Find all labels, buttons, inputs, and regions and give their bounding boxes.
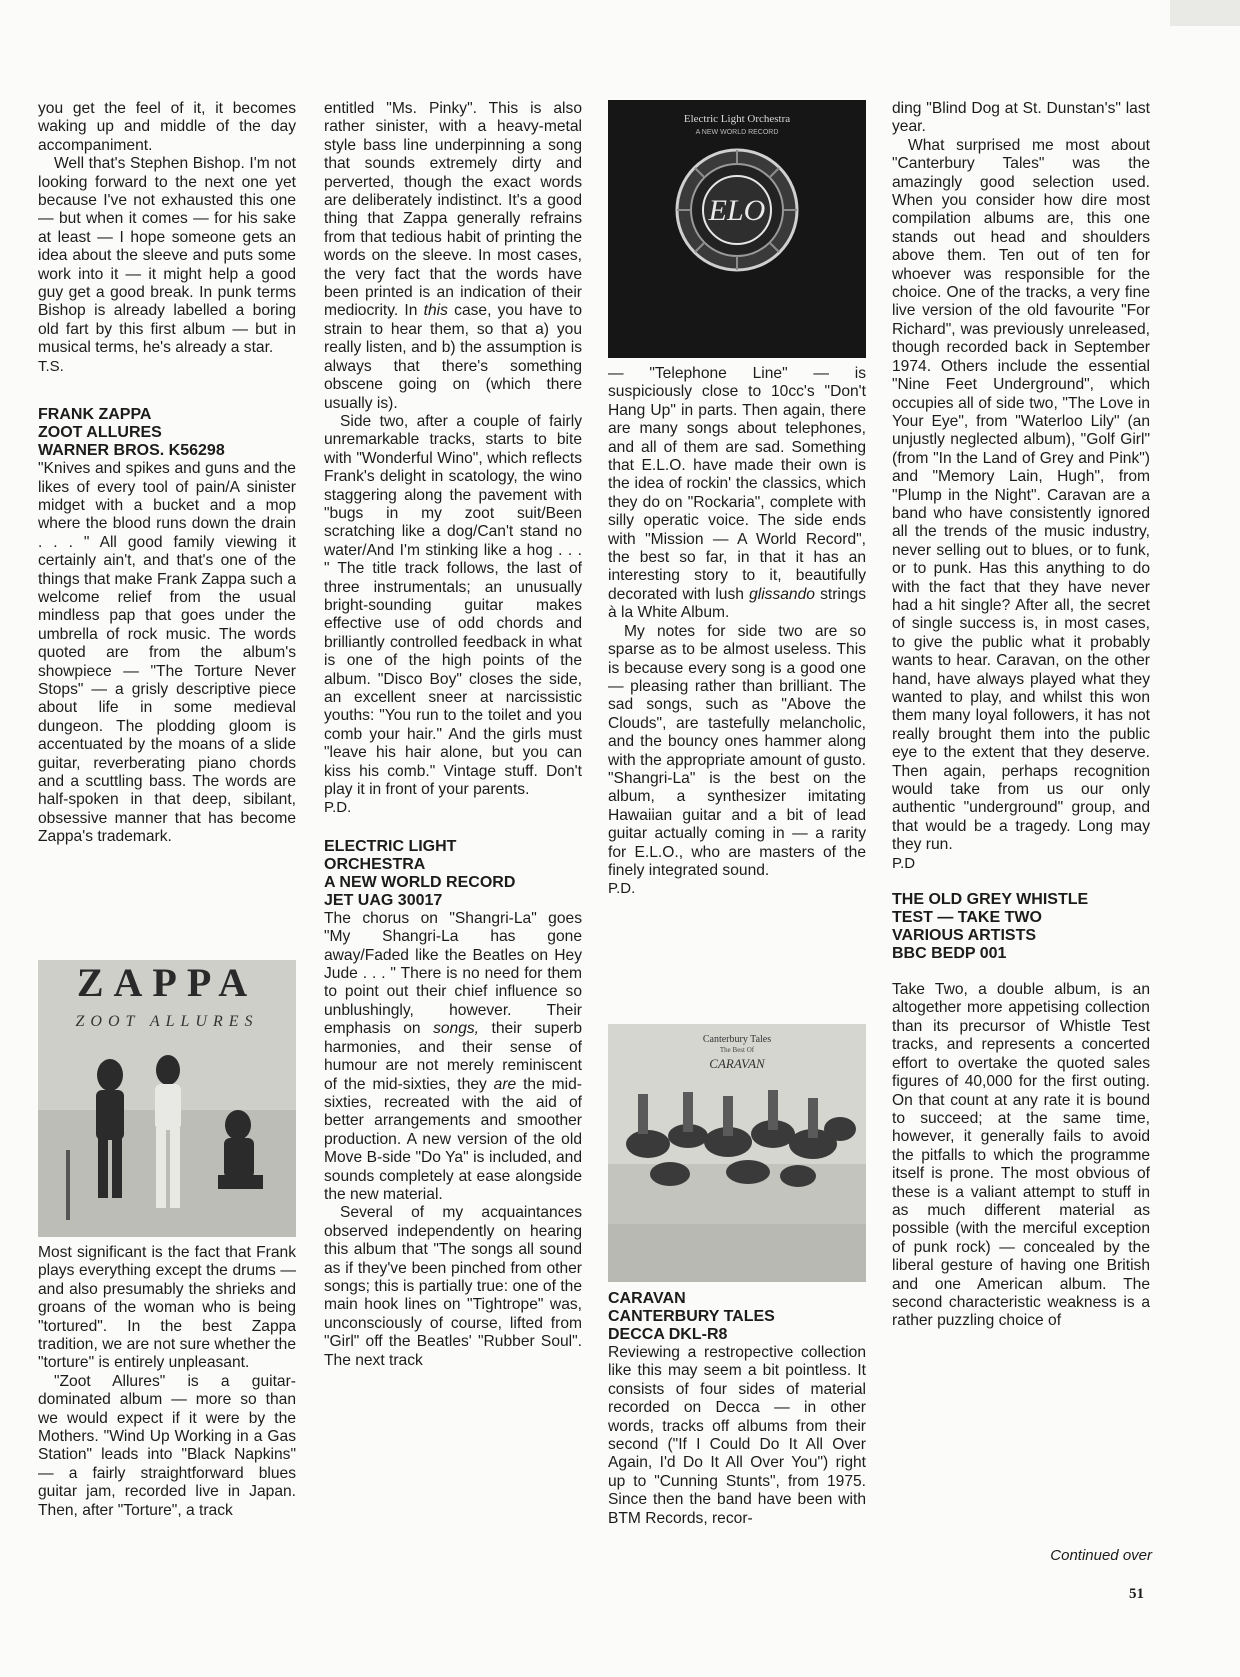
paragraph: Reviewing a restropective collection like this may seem a bit pointless. It consists of four sides of material recorded on Decca — in other words, tracks off albums from their second ("If I Could Do It All Over Again, I'd Do It All Over You") right up to "Cunning Stunts", from 1975. Since then the band have been with BTM Records, recor- (608, 1344, 866, 1527)
album-title: ZOOT ALLURES (38, 424, 162, 442)
album-title: CANTERBURY TALES (608, 1308, 775, 1325)
elo-logo: ELO (708, 194, 766, 227)
column-3 (608, 365, 866, 899)
review-heading-whistle-test (892, 891, 1150, 963)
review-heading-zappa (38, 406, 296, 460)
zappa-cover-title: ZAPPA (76, 960, 258, 1005)
paragraph: Most significant is the fact that Frank plays everything except the drums — and also presumably the shrieks and groans of the woman who is being "tortured". In the best Zappa tradition, we are not sure whether the "torture" is entirely unpleasant. (38, 1244, 296, 1372)
paragraph: Side two, after a couple of fairly unremarkable tracks, starts to bite with "Wonderful Wino", which reflects Frank's delight in scatology, the wino staggering along the pavement with "bugs in my zoot suit/Been scratching like a dog/Can't stand no water/And I'm stinking like a hog . . . " The title track follows, the last of three instrumentals; an unusually bright-sounding guitar makes effective use of odd chords and brilliantly controlled feedback in what is one of the high points of the album. "Disco Boy" closes the side, an excellent sneer at narcissistic youths: "You run to the toilet and you comb your hair." And the girls must "leave his hair alone, but you can kiss his comb." Vintage stuff. Don't play it in front of your parents. (324, 412, 582, 799)
zappa-album-cover (38, 960, 296, 1237)
continued-note: Continued over (1050, 1547, 1152, 1564)
caravan-cover-line1: Canterbury Tales (702, 1034, 772, 1045)
label-catalog: DECCA DKL-R8 (608, 1326, 728, 1343)
elo-cover-subtitle: A NEW WORLD RECORD (695, 129, 779, 136)
artist-name: VARIOUS ARTISTS (892, 927, 1037, 945)
label-catalog: BBC BEDP 001 (892, 945, 1007, 963)
paragraph: entitled "Ms. Pinky". This is also rather sinister, with a heavy-metal style bass line underpinning a song that sounds extremely dirty and perverted, though the exact words are deliberately indistinct. It's a good thing that Zappa generally refrains from that tedious habit of printing the words on the sleeve. In most cases, the very fact that the words have been printed is an indication of their mediocrity. In this case, you have to strain to hear them, so that a) you really listen, and b) the assumption is always that there's something obscene going on (which there usually is). (324, 100, 582, 412)
page-corner-tab (1170, 0, 1240, 26)
review-heading-elo (324, 838, 582, 910)
paragraph: What surprised me most about "Canterbury Tales" was the amazingly good selection used. When you consider how dire most compilation albums are, this one stands out head and shoulders above them. Ten out of ten for whoever was responsible for the choice. One of the tracks, a very fine live version of the old favourite "For Richard", was previously unreleased, though recorded back in September 1974. Others include the essential "Nine Feet Underground", which occupies all of side two, "The Love in Your Eye", from "Waterloo Lily" (an unjustly neglected album), "Golf Girl" (from "In the Land of Grey and Pink") and "Memory Lain, Hugh", from "Plump in the Night". Caravan are a band who have consistently ignored all the trends of the music industry, never selling out to blues, or to funk, or to punk. Has this anything to do with the fact that they have never had a hit single? After all, the secret of single success is, in most cases, to give the public what it probably wants to hear. Caravan, on the other hand, have always played what they wanted to play, and whilst this won them many loyal followers, it has not really brought them into the public eye to the extent that they deserve. Then again, perhaps recognition would take from us our only authentic "underground" group, and that would be a tragedy. Long may they run. (892, 136, 1150, 854)
reviewer-initials: P.D. (608, 880, 636, 898)
album-title-cont: TEST — TAKE TWO (892, 909, 1042, 927)
column-3-lower (608, 1290, 866, 1528)
artist-name: CARAVAN (608, 1290, 686, 1307)
paragraph: "Knives and spikes and guns and the likes of every tool of pain/A sinister midget with a bucket and a mop where the blood runs down the drain . . . " All good family viewing it certainly ain't, and that's one of the things that make Frank Zappa such a welcome relief from the usual mindless pap that goes under the umbrella of rock music. The words quoted are from the album's showpiece — "The Torture Never Stops" — a grisly descriptive piece about life in some medieval dungeon. The plodding gloom is accentuated by the moans of a slide guitar, reverberating piano chords and a scuttling bass. The words are half-spoken in that deep, sibilant, obsessive manner that has become Zappa's trademark. (38, 460, 296, 846)
paragraph: you get the feel of it, it becomes waking up and middle of the day accompaniment. (38, 100, 296, 154)
review-heading-caravan (608, 1290, 866, 1344)
artist-name: ELECTRIC LIGHT (324, 837, 457, 855)
label-catalog: JET UAG 30017 (324, 891, 443, 909)
artist-name-cont: ORCHESTRA (324, 855, 426, 873)
page-number: 51 (1129, 1586, 1144, 1602)
album-title: A NEW WORLD RECORD (324, 873, 516, 891)
album-title: THE OLD GREY WHISTLE (892, 891, 1089, 909)
paragraph: Well that's Stephen Bishop. I'm not looking forward to the next one yet because I've not exhausted this one — but when it comes — for his sake at least — I hope someone gets an idea about the sleeve and puts some work into it — it might help a good guy get a good break. In punk terms Bishop is already labelled a boring old fart by this first album — but in musical terms, he's already a star. (38, 155, 296, 357)
paragraph: "Zoot Allures" is a guitar-dominated album — more so than we would expect if it were by the Mothers. "Wind Up Working in a Gas Station" leads into "Black Napkins" — a fairly straightforward blues guitar jam, recorded live in Japan. Then, after "Torture", a track (38, 1372, 296, 1519)
paragraph: — "Telephone Line" — is suspiciously close to 10cc's "Don't Hang Up" in parts. Then again, there are many songs about telephones, and all of them are sad. Something that E.L.O. have made their own is the idea of rockin' the classics, which they do on "Rockaria", complete with silly operatic voice. The side ends with "Mission — A World Record", the best so far, in that it has an interesting story to it, beautifully decorated with lush glissando strings à la White Album. (608, 365, 866, 622)
column-2 (324, 100, 582, 1370)
elo-album-cover (608, 100, 866, 358)
elo-cover-title: Electric Light Orchestra (683, 113, 791, 125)
paragraph: Several of my acquaintances observed independently on hearing this album that "The songs all sound as if they've been pinched from other songs; this is partially true: one of the main hook lines on "Tightrope" was, unconsciously of course, lifted from "Girl" off the Beatles' "Rubber Soul". The next track (324, 1204, 582, 1369)
paragraph: Take Two, a double album, is an altogether more appetising collection than its precursor of Whistle Test tracks, and represents a concerted effort to overtake the quoted sales figures of 40,000 for the first outing. On that count at any rate it is bound to succeed; at the same time, however, it generally fails to avoid the pitfalls to which the programme itself is prone. The most obvious of these is a valiant attempt to stuff in as much different material as possible (with the merciful exception of punk rock) — concealed by the liberal gesture of having one British and one American album. The second characteristic weakness is a rather puzzling choice of (892, 981, 1150, 1330)
paragraph: My notes for side two are so sparse as to be almost useless. This is because every song is a good one — pleasing rather than brilliant. The sad songs, such as "Above the Clouds", are tastefully melancholic, and the bouncy ones hammer along with the appropriate amount of gusto. "Shangri-La" is the best on the album, a synthesizer imitating Hawaiian guitar and a bit of lead guitar actually coming in — a rarity for E.L.O., who are masters of the finely integrated sound. (608, 622, 866, 879)
reviewer-initials: P.D (892, 854, 916, 872)
zappa-cover-script: ZOOT ALLURES (75, 1013, 259, 1030)
caravan-cover-line2: The Best Of (719, 1046, 755, 1054)
column-1 (38, 100, 296, 847)
label-catalog: WARNER BROS. K56298 (38, 442, 225, 460)
paragraph: ding "Blind Dog at St. Dunstan's" last year. (892, 100, 1150, 136)
column-4 (892, 100, 1150, 1331)
artist-name: FRANK ZAPPA (38, 406, 152, 424)
caravan-cover-line3: CARAVAN (709, 1056, 765, 1071)
column-1-lower (38, 1244, 296, 1520)
caravan-album-cover (608, 1024, 866, 1282)
reviewer-initials: T.S. (38, 357, 64, 375)
reviewer-initials: P.D. (324, 799, 352, 817)
paragraph: The chorus on "Shangri-La" goes "My Shangri-La has gone away/Faded like the Beatles on Hey Jude . . . " There is no need for them to point out their chief influence so unblushingly, however. Their emphasis on songs, their superb harmonies, and their sense of humour are not merely reminiscent of the mid-sixties, they are the mid-sixties, recreated with the aid of better arrangements and smoother production. A new version of the old Move B-side "Do Ya" is included, and sounds completely at ease alongside the new material. (324, 909, 582, 1203)
